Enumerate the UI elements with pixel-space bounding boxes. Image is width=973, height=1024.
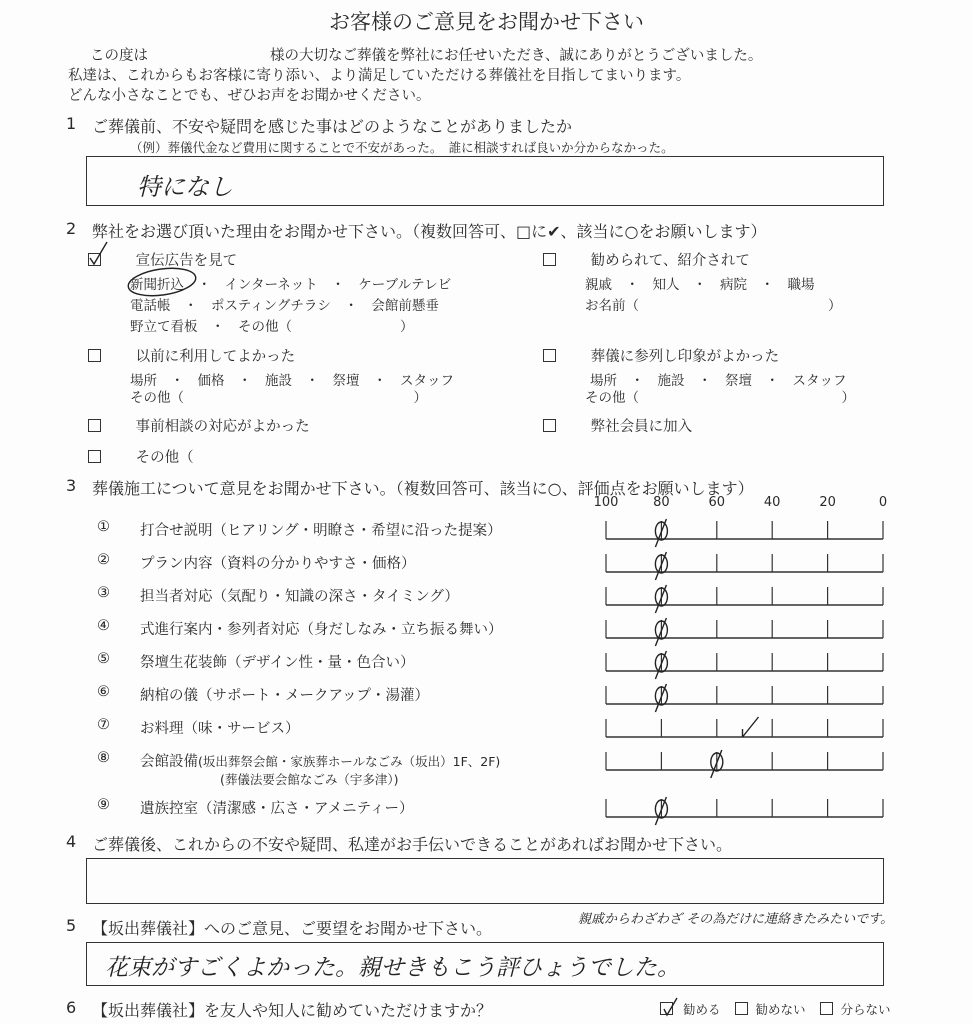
q1-question: ご葬儀前、不安や疑問を感じた事はどのようなことがありましたか bbox=[92, 117, 573, 136]
rating-item-number: ⑨ bbox=[97, 797, 110, 813]
q1-example: （例）葬儀代金など費用に関することで不安があった。 誰に相談すれば良いか分からなかった。 bbox=[130, 140, 674, 155]
check-mark-icon bbox=[743, 717, 759, 737]
q2-option-3-sub-1: 場所 ・ 価格 ・ 施設 ・ 祭壇 ・ スタッフ bbox=[130, 373, 454, 389]
q5-answer-text: 花束がすごくよかった。親せきもこう評ひょうでした。 bbox=[105, 955, 680, 981]
q2-option-other[interactable] bbox=[88, 446, 194, 467]
q2-option-4-sub-1: 場所 ・ 施設 ・ 祭壇 ・ スタッフ bbox=[590, 373, 847, 389]
checkbox[interactable] bbox=[88, 349, 101, 362]
rating-scale[interactable] bbox=[0, 793, 973, 833]
intro-line-1b: 様の大切なご葬儀を弊社にお任せいただき、誠にありがとうございました。 bbox=[270, 48, 763, 64]
q6-choice-unsure[interactable] bbox=[820, 1002, 891, 1017]
q1-answer-text: 特になし bbox=[137, 173, 233, 201]
scale-label: 40 bbox=[763, 495, 781, 510]
q2-option-4-label: 葬儀に参列し印象がよかった bbox=[590, 349, 780, 365]
q6-choices bbox=[660, 1000, 891, 1018]
rating-scale[interactable] bbox=[0, 746, 973, 786]
q1-number: 1 bbox=[66, 114, 77, 133]
check-mark-icon bbox=[87, 240, 109, 266]
rating-item-label-text: プラン内容（資料の分かりやすさ・価格） bbox=[140, 556, 416, 572]
q2-option-4-sub-2: その他（ ） bbox=[585, 390, 855, 406]
q2-option-2-sub-2: お名前（ ） bbox=[585, 298, 842, 314]
rating-item-number: ⑤ bbox=[97, 651, 110, 667]
rating-item-number: ⑥ bbox=[97, 684, 110, 700]
checkbox[interactable] bbox=[88, 419, 101, 432]
rating-item-label-text: 納棺の儀（サポート・メークアップ・湯灌） bbox=[140, 688, 429, 704]
rating-item-label-line2: (葬儀法要会館なごみ（宇多津）) bbox=[220, 772, 399, 787]
q4-answer-box[interactable] bbox=[86, 858, 884, 904]
q5-number: 5 bbox=[66, 916, 77, 935]
intro-line-2: 私達は、これからもお客様に寄り添い、より満足していただける葬儀社を目指してまいります。 bbox=[68, 68, 691, 84]
rating-item-label-text: 打合せ説明（ヒアリング・明瞭さ・希望に沿った提案） bbox=[140, 523, 502, 539]
q2-number: 2 bbox=[66, 219, 77, 238]
rating-item-number: ⑦ bbox=[97, 717, 110, 733]
rating-item-number: ③ bbox=[97, 585, 110, 601]
q2-option-2-label: 勧められて、紹介されて bbox=[590, 253, 750, 269]
checkbox-checked[interactable] bbox=[660, 1002, 673, 1015]
q3-question: 葬儀施工について意見をお聞かせ下さい。（複数回答可、該当に○、評価点をお願いします） bbox=[92, 479, 754, 498]
q4-number: 4 bbox=[66, 832, 77, 851]
q2-question: 弊社をお選び頂いた理由をお聞かせ下さい。（複数回答可、□に✔、該当に○をお願いします） bbox=[92, 222, 767, 241]
rating-item-label-text: 式進行案内・参列者対応（身だしなみ・立ち振る舞い） bbox=[140, 622, 503, 638]
rating-item-label-text: 会館設備 bbox=[140, 754, 198, 770]
page-title: お客様のご意見をお聞かせ下さい bbox=[329, 10, 644, 34]
q2-option-6-label: 弊社会員に加入 bbox=[590, 419, 693, 435]
q6-choice-not-recommend[interactable] bbox=[735, 1002, 810, 1017]
q2-option-2-sub-1: 親戚 ・ 知人 ・ 病院 ・ 職場 bbox=[585, 277, 815, 293]
checkbox[interactable] bbox=[543, 419, 556, 432]
q2-option-used-before[interactable] bbox=[88, 345, 295, 366]
rating-item-number: ② bbox=[97, 552, 110, 568]
q5-answer-box[interactable] bbox=[86, 942, 884, 986]
q2-option-attended[interactable] bbox=[543, 345, 779, 366]
q5-question: 【坂出葬儀社】へのご意見、ご要望をお聞かせ下さい。 bbox=[92, 919, 493, 938]
q2-option-1-sub-2: 電話帳 ・ ポスティングチラシ ・ 会館前懸垂 bbox=[130, 298, 439, 314]
rating-item-label-text: 遺族控室（清潔感・広さ・アメニティー） bbox=[140, 801, 414, 817]
rating-item-number: ① bbox=[97, 519, 110, 535]
q6-choice-label: 分らない bbox=[840, 1002, 891, 1017]
checkbox-checked[interactable] bbox=[88, 253, 101, 266]
q2-option-referral[interactable] bbox=[543, 249, 750, 270]
scale-label: 60 bbox=[708, 495, 726, 510]
scale-label: 100 bbox=[593, 495, 619, 510]
q2-option-member[interactable] bbox=[543, 415, 692, 436]
scale-label: 80 bbox=[653, 495, 670, 510]
q2-option-1-sub-3: 野立て看板 ・ その他（ ） bbox=[130, 319, 414, 335]
checkbox[interactable] bbox=[88, 450, 101, 463]
q2-option-3-sub-2: その他（ ） bbox=[130, 390, 427, 406]
rating-item-label-text: お料理（味・サービス） bbox=[140, 721, 300, 737]
rating-item-label-text: 祭壇生花装飾（デザイン性・量・色合い） bbox=[140, 655, 415, 671]
q5-margin-note: 親戚からわざわざ その為だけに連絡きたみたいです。 bbox=[578, 912, 894, 927]
q2-option-3-label: 以前に利用してよかった bbox=[135, 349, 296, 365]
rating-item-label-detail: (坂出葬祭会館・家族葬ホールなごみ（坂出）1F、2F) bbox=[198, 754, 501, 769]
q2-option-consultation[interactable] bbox=[88, 415, 310, 436]
q2-option-5-label: 事前相談の対応がよかった bbox=[135, 419, 310, 435]
q2-option-7-label: その他（ bbox=[135, 450, 194, 466]
intro-line-3: どんな小さなことでも、ぜひお声をお聞かせください。 bbox=[68, 88, 431, 104]
rating-item-number: ④ bbox=[97, 618, 110, 634]
checkbox[interactable] bbox=[543, 349, 556, 362]
scale-label: 0 bbox=[878, 495, 888, 510]
q6-choice-label: 勧めない bbox=[755, 1002, 806, 1017]
q2-option-1-sub-1: 新聞折込 ・ インターネット ・ ケーブルテレビ bbox=[130, 277, 452, 293]
checkbox[interactable] bbox=[735, 1002, 748, 1015]
q1-answer-box[interactable] bbox=[86, 156, 884, 206]
rating-scale-labels bbox=[0, 495, 973, 511]
q2-option-1-label: 宣伝広告を見て bbox=[135, 253, 238, 269]
rating-item-label-text: 担当者対応（気配り・知識の深さ・タイミング） bbox=[140, 589, 459, 605]
check-mark-icon bbox=[661, 997, 679, 1017]
q6-question: 【坂出葬儀社】を友人や知人に勧めていただけますか？ bbox=[92, 1001, 493, 1020]
q6-choice-recommend[interactable] bbox=[660, 1002, 725, 1017]
scale-label: 20 bbox=[819, 495, 836, 510]
q3-number: 3 bbox=[66, 476, 77, 495]
checkbox[interactable] bbox=[543, 253, 556, 266]
q6-number: 6 bbox=[66, 998, 77, 1017]
intro-line-1a: この度は bbox=[90, 48, 148, 64]
rating-item-number: ⑧ bbox=[97, 750, 110, 766]
checkbox[interactable] bbox=[820, 1002, 833, 1015]
q4-question: ご葬儀後、これからの不安や疑問、私達がお手伝いできることがあればお聞かせ下さい。 bbox=[92, 835, 733, 854]
q6-choice-label: 勧める bbox=[683, 1002, 721, 1017]
